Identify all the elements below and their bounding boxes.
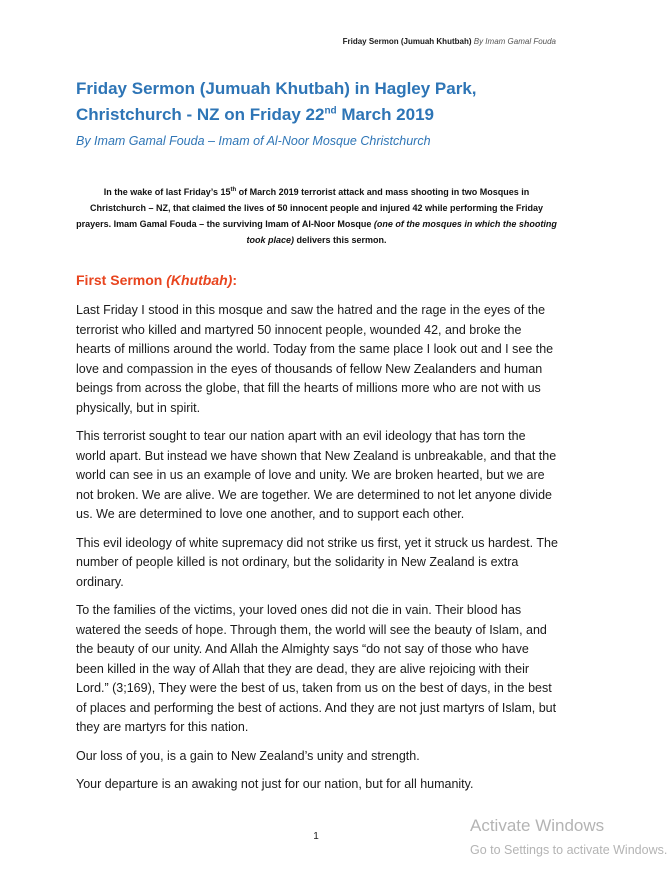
activate-windows-watermark — [470, 815, 667, 859]
body-paragraph: Our loss of you, is a gain to New Zealand’s unity and strength. — [76, 748, 420, 763]
sermon-body — [76, 301, 558, 804]
document-title — [76, 76, 556, 128]
intro-text-1: In the wake of last Friday’s 15 — [103, 187, 231, 197]
byline: By Imam Gamal Fouda – Imam of Al-Noor Mosque Christchurch — [76, 134, 431, 148]
activate-windows-title: Activate Windows — [470, 816, 605, 835]
title-superscript: nd — [324, 105, 337, 117]
body-paragraph: Last Friday I stood in this mosque and saw the hatred and the rage in the eyes of the terrorist who killed and martyred 50 innocent people, wounded 42, and broke the hearts of millions around the world. Today from the same place I look out and I see the love and compassion in the eyes of thousands of fellow New Zealanders and human beings from across the globe, that fill the hearts of millions more who are not with us physically, but in spirit. — [76, 303, 554, 415]
intro-paragraph — [76, 184, 557, 248]
title-text-2: March 2019 — [336, 105, 434, 124]
section-heading-italic: (Khutbah) — [166, 272, 233, 288]
running-header-title: Friday Sermon (Jumuah Khutbah) — [342, 37, 472, 46]
body-paragraph: Your departure is an awaking not just for our nation, but for all humanity. — [76, 777, 474, 791]
running-header-author: By Imam Gamal Fouda — [473, 37, 556, 46]
activate-windows-hint: Go to Settings to activate Windows. — [470, 843, 667, 857]
section-heading — [76, 272, 237, 288]
intro-text-2: of March 2019 terrorist attack and mass shooting in two Mosques in Christchurch – NZ, that claimed the lives of 50 innocent people and injured 42 while performing the Friday prayers. Imam Gamal Fouda – the surviving Imam of Al-Noor Mosque — [76, 187, 544, 229]
intro-text-3: delivers this sermon. — [293, 235, 387, 245]
section-heading-text: First Sermon — [76, 272, 167, 288]
body-paragraph: This evil ideology of white supremacy did not strike us first, yet it struck us hardest. The number of people killed is not ordinary, but the solidarity in New Zealand is extra ordinary. — [76, 535, 558, 589]
section-heading-suffix: : — [232, 272, 238, 288]
intro-superscript: th — [230, 187, 237, 193]
running-header — [343, 37, 556, 46]
title-text-1: Friday Sermon (Jumuah Khutbah) in Hagley Park, Christchurch - NZ on Friday 22 — [76, 79, 477, 124]
intro-italic: (one of the mosques in which the shooting took place) — [246, 219, 557, 245]
page-number: 1 — [313, 831, 319, 842]
body-paragraph: This terrorist sought to tear our nation apart with an evil ideology that has torn the world apart. But instead we have shown that New Zealand is unbreakable, and that the world can see in us an example of love and unity. We are broken hearted, but we are not broken. We are alive. We are together. We are determined to not let anyone divide us. We are determined to love one another, and to support each other. — [76, 429, 557, 521]
body-paragraph: To the families of the victims, your loved ones did not die in vain. Their blood has watered the seeds of hope. Through them, the world will see the beauty of Islam, and the beauty of our unity. And Allah the Almighty says “do not say of those who have been killed in the way of Allah that they are dead, they are alive rejoicing with their Lord.” (3;169), They were the best of us, taken from us on the best of days, in the best of places and performing the best of actions. And they are not just martyrs of Islam, but they are martyrs for this nation. — [76, 603, 557, 734]
